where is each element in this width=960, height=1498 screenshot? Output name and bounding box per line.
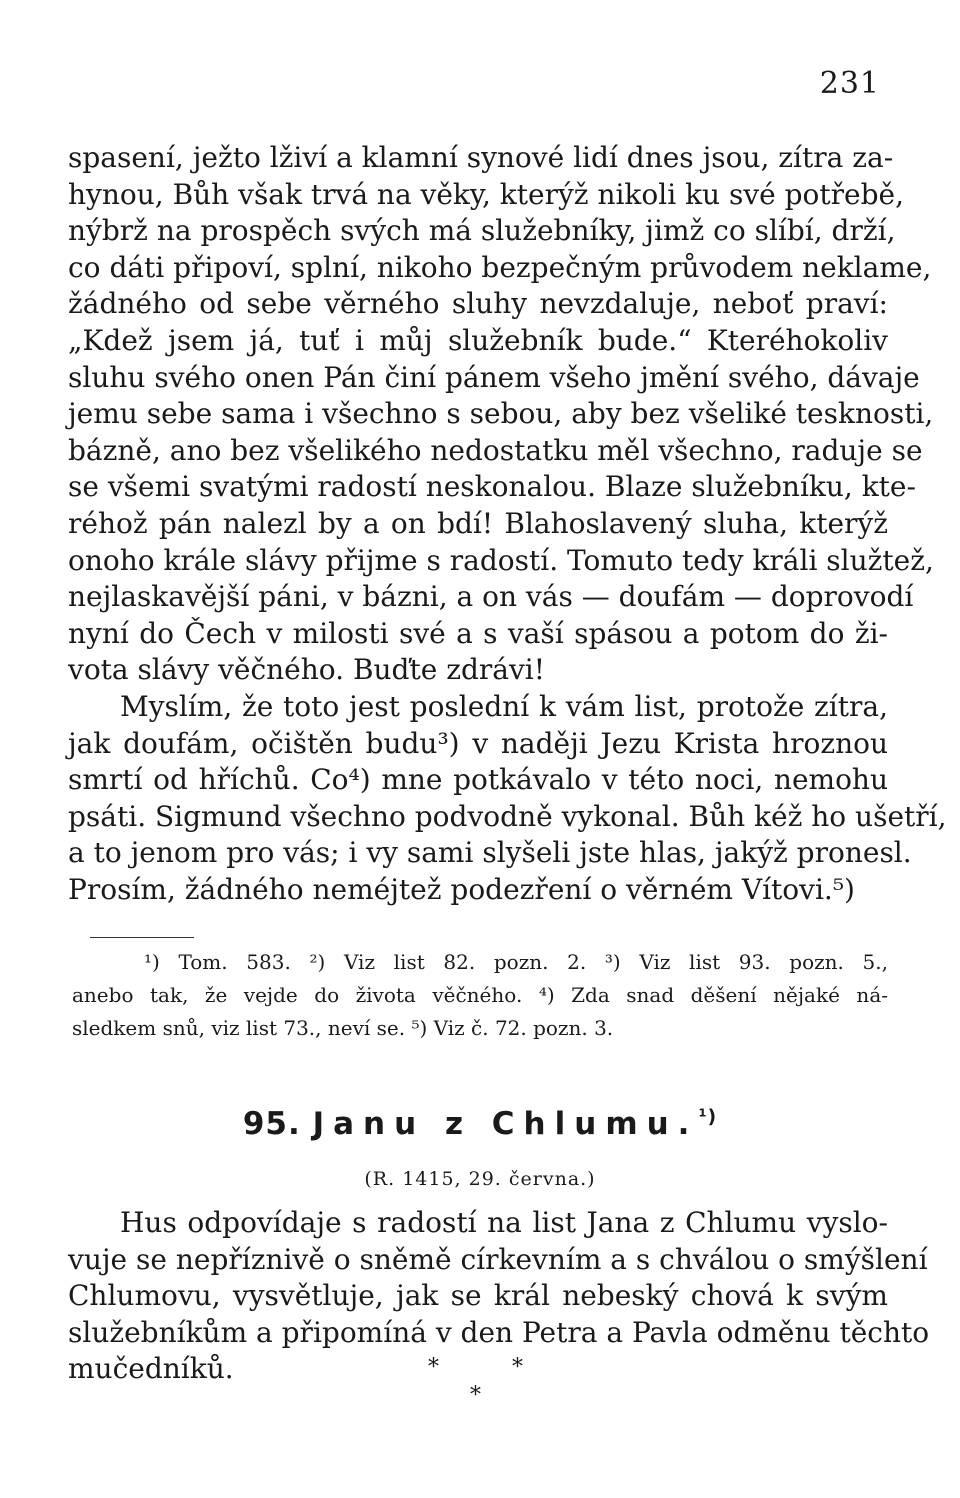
- text-line: „Kdež jsem já, tuť i můj služebník bude.“ Kteréhokoliv: [68, 323, 888, 357]
- asterism-ornament: [420, 1355, 540, 1415]
- star-icon: *: [428, 1355, 439, 1380]
- star-icon: *: [512, 1355, 523, 1380]
- text-line: smrtí od hříchů. Co⁴) mne potkávalo v této noci, nemohu: [68, 763, 888, 797]
- text-line: nejlaskavější páni, v bázni, a on vás — doufám — doprovodí: [68, 580, 914, 614]
- page-number: 231: [819, 66, 880, 101]
- text-line: nýbrž na prospěch svých má služebníky, jimž co slíbí, drží,: [68, 214, 896, 248]
- letter-number: 95.: [242, 1106, 301, 1142]
- text-line: vota slávy věčného. Buďte zdrávi!: [68, 653, 545, 687]
- text-line: jak doufám, očištěn budu³) v naději Jezu Krista hroznou: [68, 726, 888, 760]
- footnote-line: ¹) Tom. 583. ²) Viz list 82. pozn. 2. ³) Viz list 93. pozn. 5.,: [144, 950, 888, 974]
- text-line: onoho krále slávy přijme s radostí. Tomuto tedy králi služtež,: [68, 543, 934, 577]
- text-line: co dáti připoví, splní, nikoho bezpečným průvodem neklame,: [68, 250, 932, 284]
- summary-line: mučedníků.: [68, 1352, 234, 1386]
- letter-recipient: Janu z Chlumu.: [312, 1106, 699, 1142]
- footnotes: [72, 946, 888, 1045]
- text-line: se všemi svatými radostí neskonalou. Blaze služebníku, kte-: [68, 470, 916, 504]
- text-line: Prosím, žádného neméjtež podezření o věrném Vítovi.⁵): [68, 872, 855, 906]
- letter-date: (R. 1415, 29. června.): [364, 1168, 596, 1190]
- footnote-line: anebo tak, že vejde do života věčného. ⁴) Zda snad děšení nějaké ná-: [72, 983, 888, 1007]
- text-line: psáti. Sigmund všechno podvodně vykonal. Bůh kéž ho ušetří,: [68, 799, 947, 833]
- text-line: sluhu svého onen Pán činí pánem všeho jmění svého, dávaje: [68, 360, 920, 394]
- text-line: hynou, Bůh však trvá na věky, kterýž nikoli ku své potřebě,: [68, 177, 905, 211]
- summary-line: Chlumovu, vysvětluje, jak se král nebeský chová k svým: [68, 1279, 888, 1313]
- text-line: žádného od sebe věrného sluhy nevzdaluje, neboť praví:: [68, 287, 888, 321]
- text-line: a to jenom pro vás; i vy sami slyšeli jste hlas, jakýž pronesl.: [68, 836, 912, 870]
- summary-line: vuje se nepříznivě o sněmě církevním a s chválou o smýšlení: [68, 1242, 928, 1276]
- letter-heading: [0, 1106, 960, 1142]
- footnote-line: sledkem snů, viz list 73., neví se. ⁵) Viz č. 72. pozn. 3.: [72, 1016, 614, 1040]
- text-line: spasení, ježto lživí a klamní synové lidí dnes jsou, zítra za-: [68, 141, 894, 174]
- text-line: bázně, ano bez všelikého nedostatku měl všechno, raduje se: [68, 433, 923, 467]
- main-text: [68, 140, 947, 908]
- footnote-separator: [90, 937, 194, 938]
- summary-line: služebníkům a připomíná v den Petra a Pavla odměnu těchto: [68, 1315, 930, 1349]
- text-line: jemu sebe sama i všechno s sebou, aby bez všeliké tesknosti,: [68, 397, 934, 431]
- text-line: nyní do Čech v milosti své a s vaší spásou a potom do ži-: [68, 616, 888, 650]
- letter-note-mark: ¹): [698, 1106, 718, 1128]
- star-icon: *: [470, 1383, 481, 1408]
- text-line: réhož pán nalezl by a on bdí! Blahoslavený sluha, kterýž: [68, 506, 888, 540]
- paragraph-start-line: Myslím, že toto jest poslední k vám list, protože zítra,: [120, 689, 888, 723]
- summary-line: Hus odpovídaje s radostí na list Jana z Chlumu vyslo-: [120, 1206, 888, 1239]
